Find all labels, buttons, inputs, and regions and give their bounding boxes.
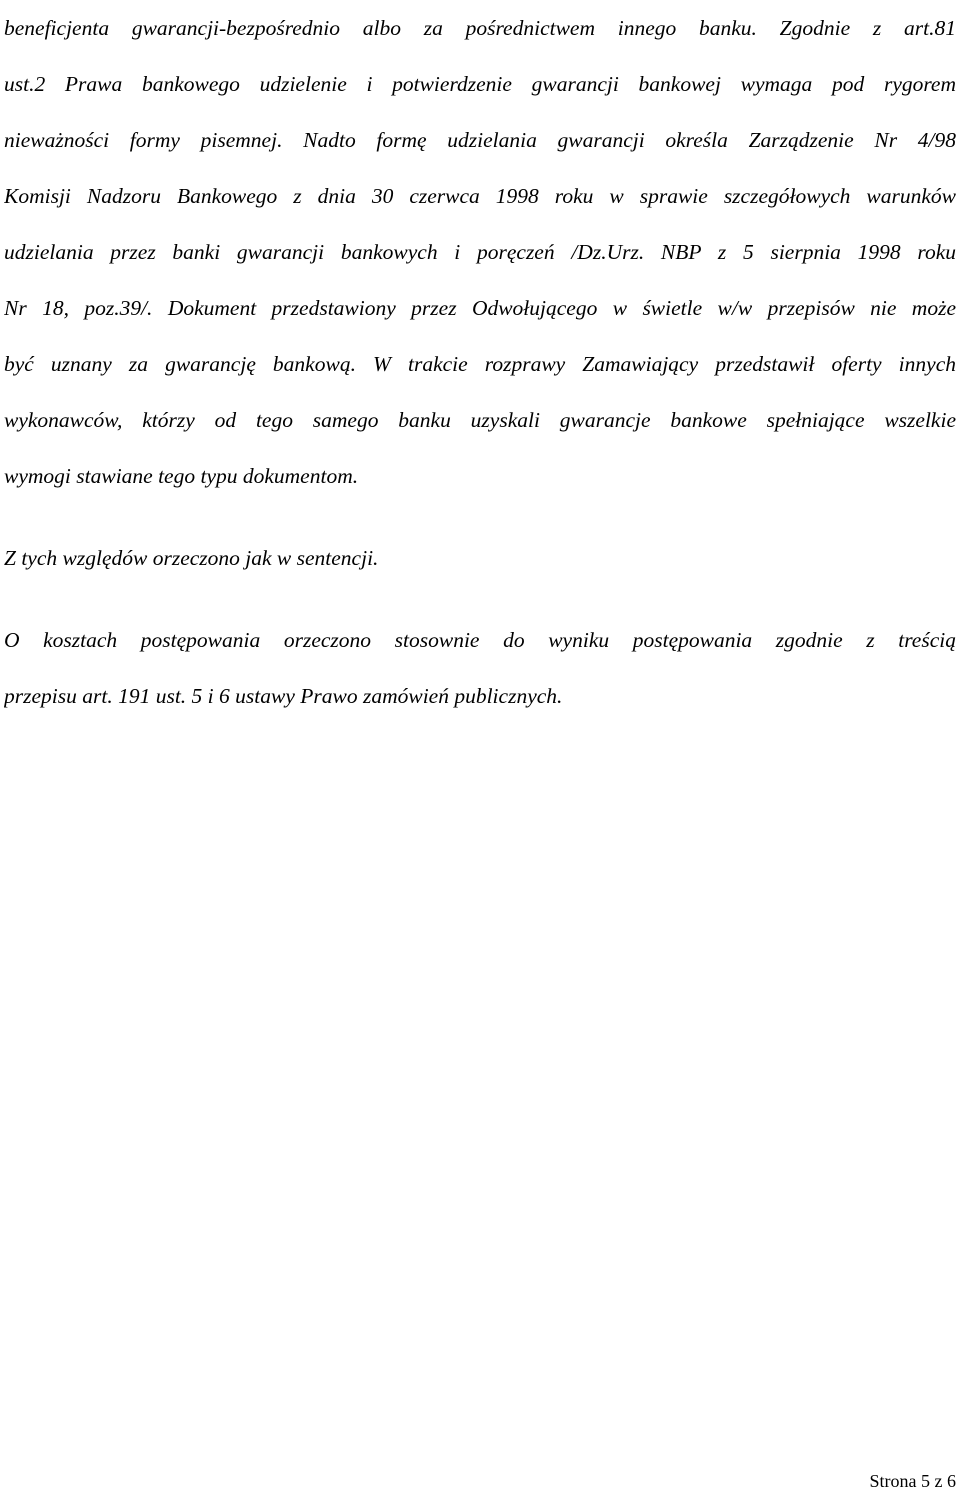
text-line: Nr 18, poz.39/. Dokument przedstawiony przez Odwołującego w świetle w/w przepisów nie może	[4, 296, 956, 320]
paragraph-costs	[4, 612, 956, 724]
text-line: Komisji Nadzoru Bankowego z dnia 30 czerwca 1998 roku w sprawie szczegółowych warunków	[4, 184, 956, 208]
document-page	[4, 0, 956, 724]
paragraph-spacer	[4, 586, 956, 612]
paragraph-conclusion	[4, 530, 956, 586]
text-line: udzielania przez banki gwarancji bankowych i poręczeń /Dz.Urz. NBP z 5 sierpnia 1998 roku	[4, 240, 956, 264]
paragraph-spacer	[4, 504, 956, 530]
text-line: wymogi stawiane tego typu dokumentom.	[4, 464, 359, 488]
text-line: ust.2 Prawa bankowego udzielenie i potwierdzenie gwarancji bankowej wymaga pod rygorem	[4, 72, 956, 96]
text-line: być uznany za gwarancję bankową. W trakcie rozprawy Zamawiający przedstawił oferty innych	[4, 352, 956, 376]
page-number: Strona 5 z 6	[869, 1471, 956, 1491]
text-line: wykonawców, którzy od tego samego banku uzyskali gwarancje bankowe spełniające wszelkie	[4, 408, 956, 432]
text-line: Z tych względów orzeczono jak w sentencji.	[4, 546, 379, 570]
paragraph-justification	[4, 0, 956, 504]
text-line: O kosztach postępowania orzeczono stosownie do wyniku postępowania zgodnie z treścią	[4, 628, 956, 652]
text-line: beneficjenta gwarancji-bezpośrednio albo za pośrednictwem innego banku. Zgodnie z art.81	[4, 16, 956, 40]
text-line: nieważności formy pisemnej. Nadto formę udzielania gwarancji określa Zarządzenie Nr 4/98	[4, 128, 956, 152]
text-line: przepisu art. 191 ust. 5 i 6 ustawy Prawo zamówień publicznych.	[4, 684, 563, 708]
